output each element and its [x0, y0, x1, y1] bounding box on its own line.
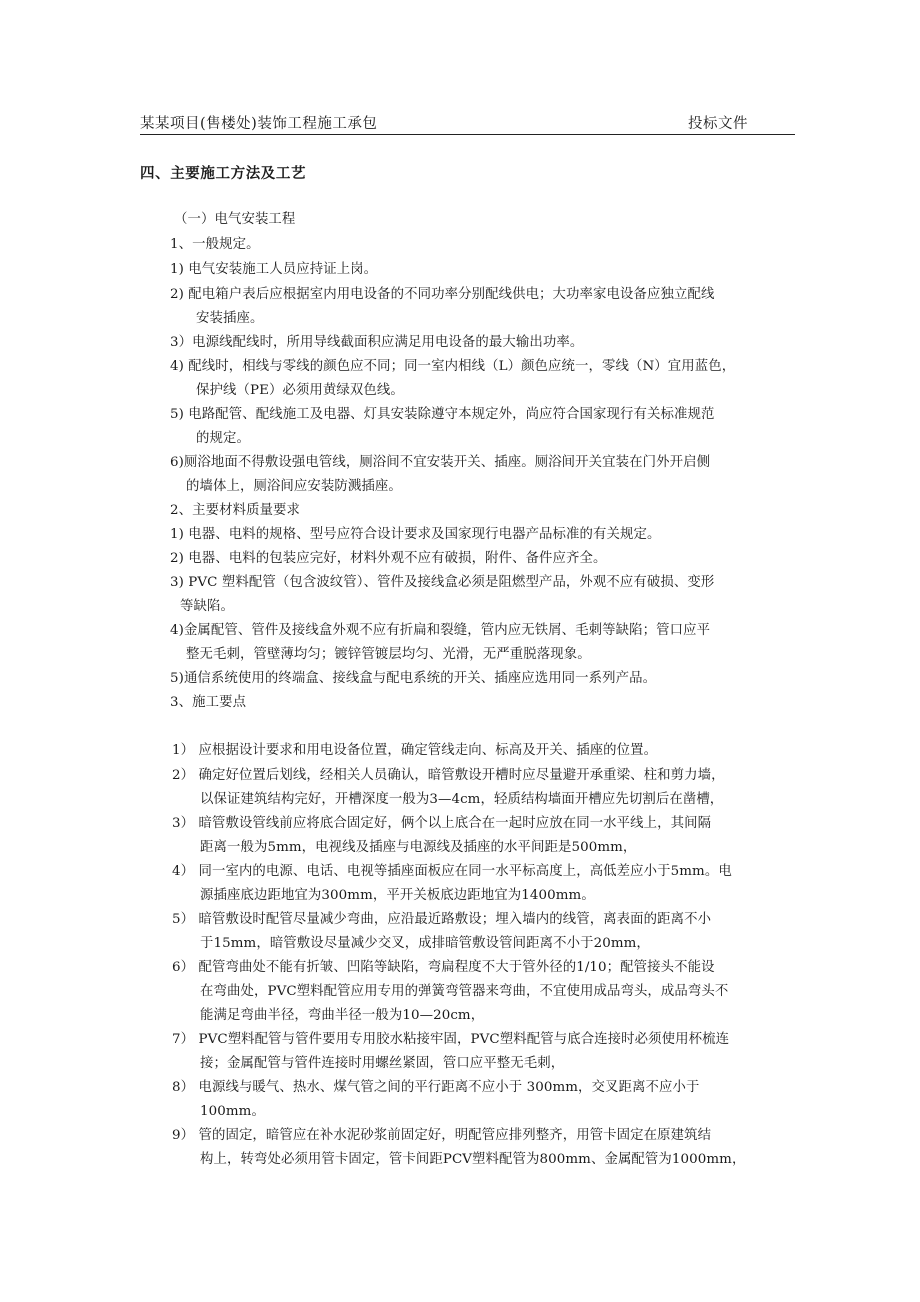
list-item: 6） 配管弯曲处不能有折皱、凹陷等缺陷，弯扁程度不大于管外径的1/10；配管接头不能设 — [172, 960, 715, 975]
section-heading: 四、主要施工方法及工艺 — [140, 165, 307, 182]
list-item-continuation: 100mm。 — [200, 1104, 265, 1119]
list-item: 3) PVC 塑料配管（包含波纹管）、管件及接线盒必须是阻燃型产品，外观不应有破损、变形 — [170, 575, 715, 590]
list-item-continuation: 的规定。 — [196, 431, 250, 446]
list-item: 6)厕浴地面不得敷设强电管线，厕浴间不宜安装开关、插座。厕浴间开关宜装在门外开启侧 — [170, 455, 711, 470]
list-item-continuation: 距离一般为5mm，电视线及插座与电源线及插座的水平间距是500mm， — [200, 840, 637, 855]
list-item-continuation: 以保证建筑结构完好，开槽深度一般为3—4cm，轻质结构墙面开槽应先切割后在凿槽， — [200, 792, 724, 807]
list-item-continuation: 于15mm，暗管敷设尽量减少交叉，成排暗管敷设管间距离不小于20mm， — [200, 936, 650, 951]
list-item: 2) 电器、电料的包装应完好，材料外观不应有破损，附件、备件应齐全。 — [170, 551, 607, 566]
list-item-continuation: 等缺陷。 — [180, 599, 234, 614]
list-item: 2、主要材料质量要求 — [170, 503, 301, 518]
list-item-continuation: 接；金属配管与管件连接时用螺丝紧固，管口应平整无毛刺， — [200, 1056, 565, 1071]
list-item-continuation: 整无毛刺，管壁薄均匀；镀锌管镀层均匀、光滑，无严重脱落现象。 — [186, 647, 591, 662]
list-item: 1） 应根据设计要求和用电设备位置，确定管线走向、标高及开关、插座的位置。 — [172, 743, 658, 758]
list-item: 4)金属配管、管件及接线盒外观不应有折扁和裂缝，管内应无铁屑、毛刺等缺陷；管口应平 — [170, 623, 711, 638]
list-item: 7） PVC塑料配管与管件要用专用胶水粘接牢固，PVC塑料配管与底合连接时必须使用杯梳连 — [172, 1032, 730, 1047]
list-item: 8） 电源线与暖气、热水、煤气管之间的平行距离不应小于 300mm，交叉距离不应小于 — [172, 1080, 700, 1095]
list-item: 1) 电气安装施工人员应持证上岗。 — [170, 262, 378, 277]
list-item: 5） 暗管敷设时配管尽量减少弯曲，应沿最近路敷设；埋入墙内的线管，离表面的距离不小 — [172, 912, 712, 927]
list-item-continuation: 构上，转弯处必须用管卡固定，管卡间距PCV塑料配管为800mm、金属配管为1000mm， — [200, 1152, 746, 1167]
list-item: 3）电源线配线时，所用导线截面积应满足用电设备的最大输出功率。 — [170, 335, 584, 350]
header-document-type: 投标文件 — [688, 116, 748, 132]
list-item-continuation: 能满足弯曲半径，弯曲半径一般为10—20cm， — [200, 1008, 485, 1023]
list-item: 1) 电器、电料的规格、型号应符合设计要求及国家现行电器产品标准的有关规定。 — [170, 527, 661, 542]
list-item: 4） 同一室内的电源、电话、电视等插座面板应在同一水平标高度上，高低差应小于5mm。电 — [172, 864, 732, 879]
page-header — [140, 108, 795, 135]
list-item: 5) 电路配管、配线施工及电器、灯具安装除遵守本规定外，尚应符合国家现行有关标准规范 — [170, 407, 715, 422]
list-item: 1、一般规定。 — [170, 237, 260, 252]
list-item-continuation: 在弯曲处，PVC塑料配管应用专用的弹簧弯管器来弯曲，不宜使用成品弯头，成品弯头不 — [200, 984, 729, 999]
list-item: 3、施工要点 — [170, 695, 247, 710]
list-item: 9） 管的固定，暗管应在补水泥砂浆前固定好，明配管应排列整齐，用管卡固定在原建筑结 — [172, 1128, 712, 1143]
list-item-continuation: 的墙体上，厕浴间应安装防溅插座。 — [186, 479, 402, 494]
list-item: 3） 暗管敷设管线前应将底合固定好，俩个以上底合在一起时应放在同一水平线上，其间隔 — [172, 816, 712, 831]
list-item-continuation: 保护线（PE）必须用黄绿双色线。 — [196, 383, 404, 398]
list-item-continuation: 源插座底边距地宜为300mm，平开关板底边距地宜为1400mm。 — [200, 888, 595, 903]
list-item: 2) 配电箱户表后应根据室内用电设备的不同功率分别配线供电；大功率家电设备应独立配线 — [170, 287, 715, 302]
list-item: 2） 确定好位置后划线，经相关人员确认，暗管敷设开槽时应尽量避开承重梁、柱和剪力墙， — [172, 768, 725, 783]
list-item: 5)通信系统使用的终端盒、接线盒与配电系统的开关、插座应选用同一系列产品。 — [170, 671, 657, 686]
subsection-title: （一）电气安装工程 — [174, 212, 296, 227]
header-project-title: 某某项目(售楼处)装饰工程施工承包 — [140, 116, 378, 132]
list-item-continuation: 安装插座。 — [196, 311, 264, 326]
list-item: 4) 配线时，相线与零线的颜色应不同；同一室内相线（L）颜色应统一，零线（N）宜用蓝色， — [170, 359, 736, 374]
